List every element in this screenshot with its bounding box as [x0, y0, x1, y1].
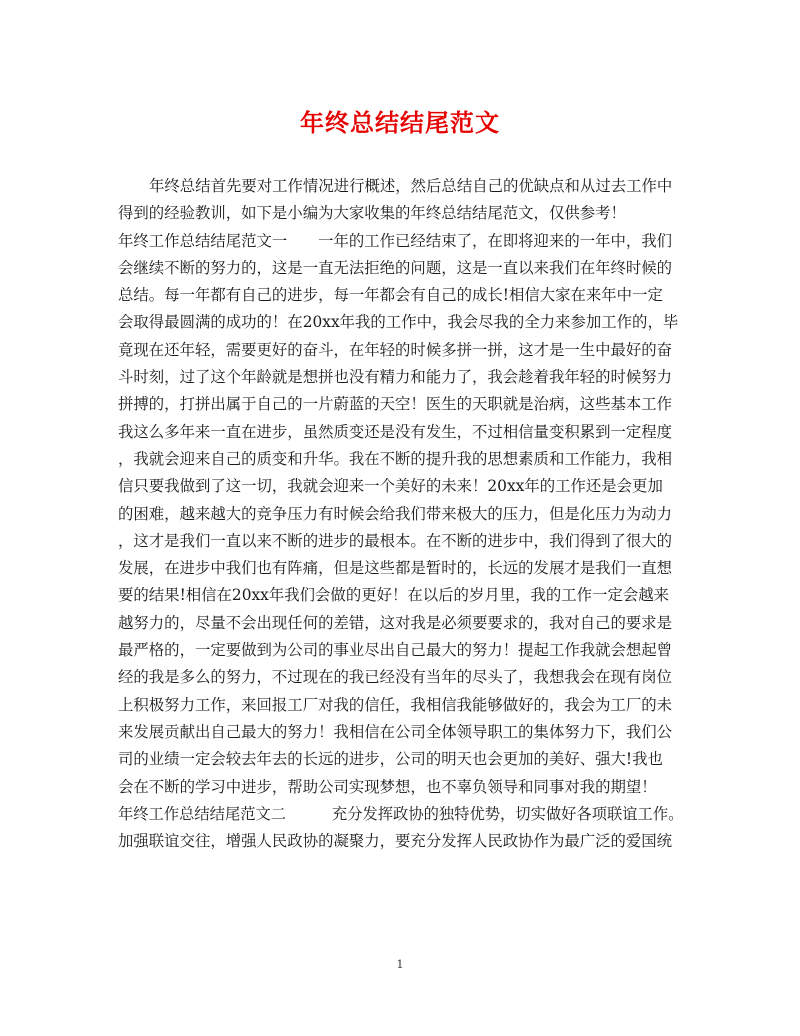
text-line: 竟现在还年轻，需要更好的奋斗，在年轻的时候多拼一拼，这才是一生中最好的奋	[118, 340, 673, 359]
text-line: 要的结果!相信在20xx年我们会做的更好！在以后的岁月里，我的工作一定会越来	[118, 586, 670, 605]
text-line: 拼搏的，打拼出属于自己的一片蔚蓝的天空！医生的天职就是治病，这些基本工作	[118, 395, 673, 414]
section-heading-line: 年终工作总结结尾范文二 充分发挥政协的独特优势，切实做好各项联谊工作。	[118, 804, 684, 823]
text-line: 越努力的，尽量不会出现任何的差错，这对我是必须要要求的，我对自己的要求是	[118, 613, 673, 632]
text-line: 得到的经验教训，如下是小编为大家收集的年终总结结尾范文，仅供参考！	[118, 204, 626, 223]
text-line: 年终总结首先要对工作情况进行概述，然后总结自己的优缺点和从过去工作中	[149, 177, 673, 195]
page-number: 1	[396, 958, 404, 971]
text-line: 上积极努力工作，来回报工厂对我的信任，我相信我能够做好的，我会为工厂的未	[118, 695, 673, 714]
text-line: 会取得最圆满的成功的！在20xx年我的工作中，我会尽我的全力来参加工作的，毕	[118, 313, 679, 332]
text-line: 最严格的，一定要做到为公司的事业尽出自己最大的努力！提起工作我就会想起曾	[118, 641, 673, 660]
text-line: 总结。每一年都有自己的进步，每一年都会有自己的成长!相信大家在来年中一定	[118, 286, 663, 305]
text-line: 司的业绩一定会较去年去的长远的进步，公司的明天也会更加的美好、强大!我也	[118, 750, 663, 769]
text-line: ，我就会迎来自己的质变和升华。我在不断的提升我的思想素质和工作能力，我相	[118, 449, 673, 468]
text-line: 加强联谊交往，增强人民政协的凝聚力，要充分发挥人民政协作为最广泛的爱国统	[118, 832, 673, 851]
text-line: 会继续不断的努力的，这是一直无法拒绝的问题，这是一直以来我们在年终时候的	[118, 258, 673, 277]
text-line: 来发展贡献出自己最大的努力！我相信在公司全体领导职工的集体努力下，我们公	[118, 722, 673, 741]
document-title: 年终总结结尾范文	[300, 108, 500, 137]
text-line: 斗时刻，过了这个年龄就是想拼也没有精力和能力了，我会趁着我年轻的时候努力	[118, 368, 673, 387]
text-line: ，这才是我们一直以来不断的进步的最根本。在不断的进步中，我们得到了很大的	[118, 531, 673, 550]
section-heading-line: 年终工作总结结尾范文一 一年的工作已经结束了，在即将迎来的一年中，我们	[118, 231, 673, 250]
text-line: 信只要我做到了这一切，我就会迎来一个美好的未来！20xx年的工作还是会更加	[118, 477, 663, 496]
text-line: 我这么多年来一直在进步，虽然质变还是没有发生，不过相信量变积累到一定程度	[118, 422, 673, 441]
text-line: 发展，在进步中我们也有阵痛，但是这些都是暂时的，长远的发展才是我们一直想	[118, 559, 673, 578]
text-line: 会在不断的学习中进步，帮助公司实现梦想，也不辜负领导和同事对我的期望！	[118, 777, 657, 796]
document-body	[118, 173, 686, 855]
text-line: 的困难，越来越大的竞争压力有时候会给我们带来极大的压力，但是化压力为动力	[118, 504, 673, 523]
text-line: 经的我是多么的努力，不过现在的我已经没有当年的尽头了，我想我会在现有岗位	[118, 668, 673, 687]
